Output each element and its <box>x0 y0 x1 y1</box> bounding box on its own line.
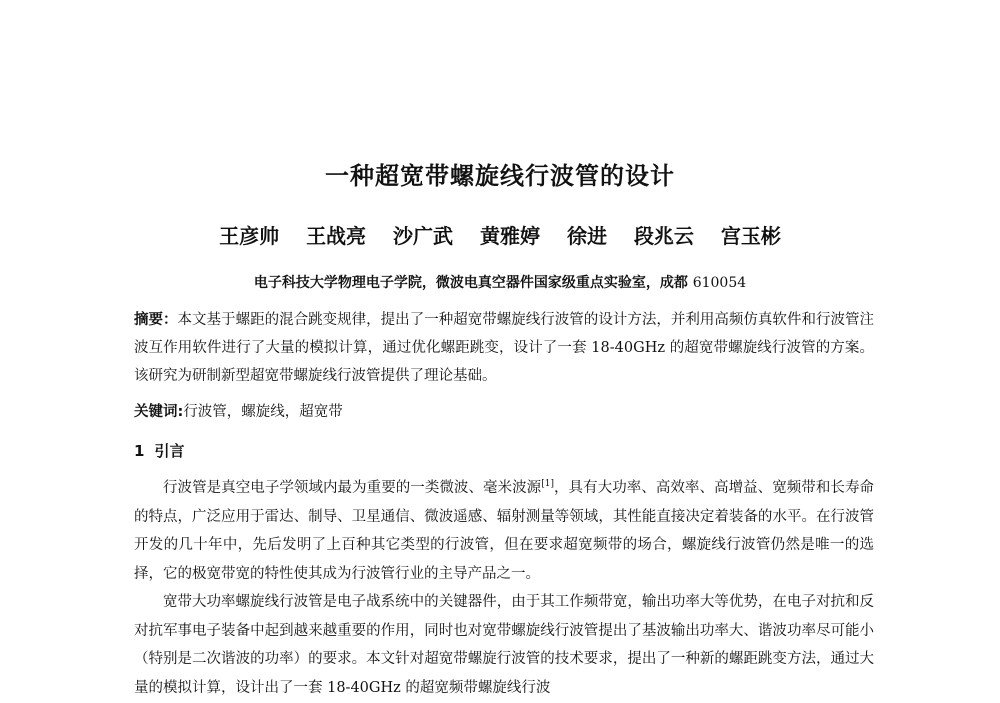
author-name: 段兆云 <box>633 224 694 248</box>
author-list <box>0 220 1000 249</box>
abstract <box>134 306 874 390</box>
abstract-text: 本文基于螺距的混合跳变规律，提出了一种超宽带螺旋线行波管的设计方法，并利用高频仿真软件和行波管注波互作用软件进行了大量的模拟计算，通过优化螺距跳变，设计了一套 18-40GHz 的超宽带螺旋线行波管的方案。该研究为研制新型超宽带螺旋线行波管提供了理论基础。 <box>134 312 874 384</box>
paragraph-text: 行波管是真空电子学领域内最为重要的一类微波、毫米波源 <box>163 480 542 496</box>
author-name: 黄雅婷 <box>480 224 540 248</box>
section-number: 1 <box>134 442 145 460</box>
author-name: 沙广武 <box>393 224 454 248</box>
keywords-text: 行波管，螺旋线，超宽带 <box>183 404 343 420</box>
paragraph-text: ，具有大功率、高效率、高增益、宽频带和长寿命的特点，广泛应用于雷达、制导、卫星通信、微波遥感、辐射测量等领域，其性能直接决定着装备的水平。在行波管开发的几十年中，先后发明了上百种其它类型的行波管，但在要求超宽频带的场合，螺旋线行波管仍然是唯一的选择，它的极宽带宽的特性使其成为行波管行业的主导产品之一。 <box>134 480 874 582</box>
author-name: 宫玉彬 <box>720 224 781 248</box>
paragraph: 宽带大功率螺旋线行波管是电子战系统中的关键器件，由于其工作频带宽，输出功率大等优势，在电子对抗和反对抗军事电子装备中起到越来越重要的作用，同时也对宽带螺旋线行波管提出了基波输出功率大、谐波功率尽可能小（特别是二次谐波的功率）的要求。本文针对超宽带螺旋行波管的技术要求，提出了一种新的螺距跳变方法，通过大量的模拟计算，设计出了一套 18-40GHz 的超宽频带螺旋线行波 <box>134 594 874 696</box>
paper-title: 一种超宽带螺旋线行波管的设计 <box>325 162 675 190</box>
affiliation <box>0 272 1000 292</box>
author-name: 徐进 <box>566 224 607 248</box>
affiliation-text: 电子科技大学物理电子学院，微波电真空器件国家级重点实验室，成都 <box>253 275 688 291</box>
section-title: 引言 <box>154 442 185 460</box>
section-heading <box>134 439 184 463</box>
author-name: 王战亮 <box>306 224 367 248</box>
keywords-label: 关键词: <box>134 404 184 420</box>
body-text <box>134 474 874 702</box>
abstract-label: 摘要： <box>134 312 178 328</box>
paragraph <box>134 474 874 588</box>
keywords <box>134 400 874 424</box>
affiliation-postcode: 610054 <box>692 275 747 291</box>
citation-reference: [1] <box>541 479 554 490</box>
author-name: 王彦帅 <box>219 224 280 248</box>
